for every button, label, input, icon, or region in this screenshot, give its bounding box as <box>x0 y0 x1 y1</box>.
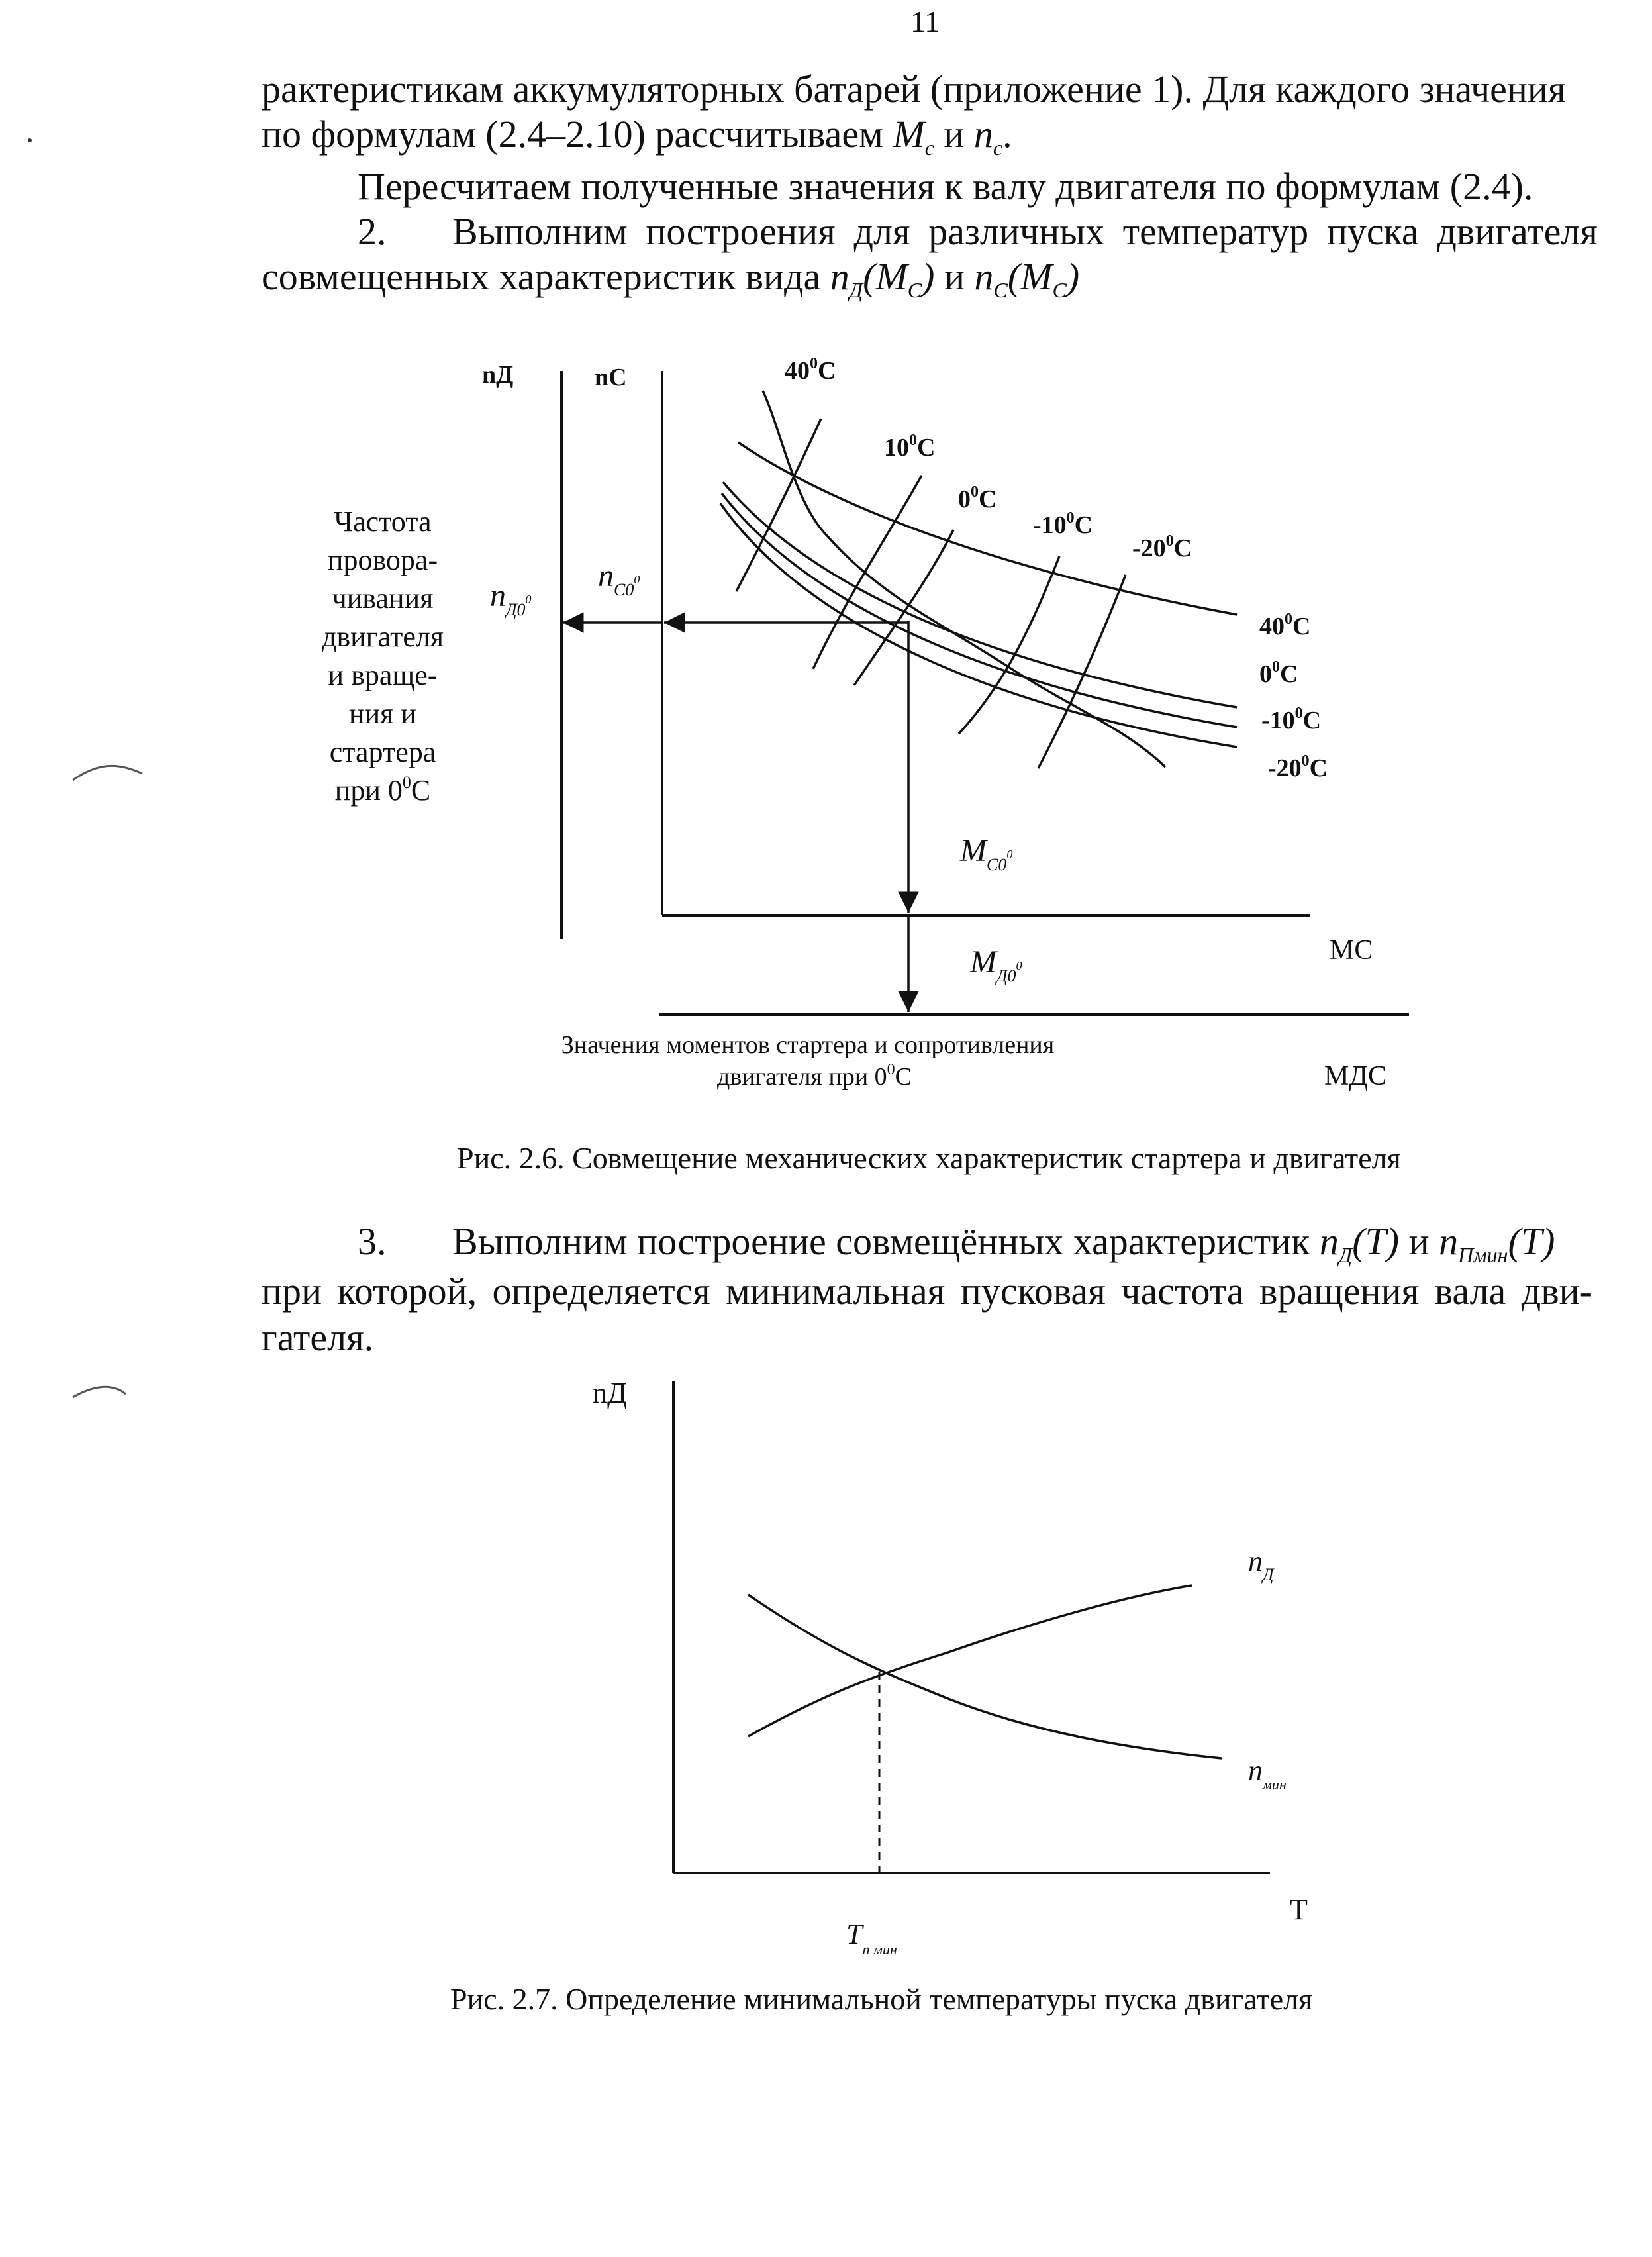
formula-nC-close: ) <box>1066 255 1080 298</box>
symbol-nc: n <box>973 113 993 156</box>
fig2-axis-x-label: T <box>1290 1893 1308 1926</box>
bottom-axis-description-2: двигателя при $0^0C$ <box>716 1061 912 1091</box>
formula3-nD: n <box>1319 1220 1339 1263</box>
scan-mark-1 <box>73 766 142 780</box>
formula3-nmin-arg: (T) <box>1508 1220 1555 1263</box>
scan-mark-2 <box>73 1387 126 1397</box>
formula-nC-arg: (M <box>1007 255 1053 298</box>
label-MD0: $M_{Д0}^0$ <box>970 944 1022 985</box>
bottom-axis-description-1: Значения моментов стартера и сопротивления <box>561 1031 1055 1059</box>
starter-curve-40 <box>763 391 1165 767</box>
engine-temp-0: $0^0C$ <box>1259 658 1298 688</box>
scan-dot <box>28 138 32 142</box>
formula-nD: n <box>830 255 850 298</box>
para1-text: по формулам (2.4–2.10) рассчитываем <box>262 113 883 156</box>
formula3-nD-arg: (T) <box>1352 1220 1400 1263</box>
engine-curve-40 <box>738 442 1237 615</box>
axis-nC-label: nC <box>595 364 627 391</box>
starter-temp-40: $40^0C$ <box>785 355 836 385</box>
symbol-Mc-sub: c <box>924 136 934 160</box>
left-label-line8: при $0^0C$ <box>334 773 431 807</box>
page-number: 11 <box>910 5 940 38</box>
engine-temp-40: $40^0C$ <box>1259 611 1311 640</box>
left-label-line4: двигателя <box>321 621 444 653</box>
item3-text: Выполним построение совмещённых характеристик <box>452 1220 1310 1263</box>
fig2-curve-nmin <box>748 1595 1222 1758</box>
formula3-nmin-sub: Пмин <box>1458 1243 1508 1267</box>
starter-temp-0: $0^0C$ <box>958 483 997 513</box>
fig2-curve-nD <box>748 1585 1192 1736</box>
formula3-nD-sub: Д <box>1338 1243 1353 1267</box>
para1-line1: рактеристикам аккумуляторных батарей (приложение 1). Для каждого значения <box>262 68 1566 111</box>
item2-text: совмещенных характеристик вида <box>262 255 821 298</box>
formula-nC-argsub: C <box>1052 278 1067 302</box>
fig2-label-nmin: $n_{мин}$ <box>1248 1754 1287 1793</box>
left-label-line2: провора- <box>327 544 438 576</box>
formula-nC: n <box>974 255 994 298</box>
item2-number: 2. <box>358 210 387 253</box>
figure-2-7-caption: Рис. 2.7. Определение минимальной температуры пуска двигателя <box>450 1982 1313 2016</box>
starter-temp-minus10: $-10^0C$ <box>1033 509 1093 539</box>
starter-curve-0 <box>854 530 953 685</box>
formula-nD-argsub: C <box>907 278 922 302</box>
starter-temp-minus20: $-20^0C$ <box>1132 532 1192 562</box>
axis-MC-label: MC <box>1330 935 1373 966</box>
item2-line1: Выполним построения для различных температур пуска двигателя <box>452 210 1598 253</box>
item3-number: 3. <box>358 1220 387 1263</box>
formula-nC-sub: C <box>993 278 1008 302</box>
para2: Пересчитаем полученные значения к валу двигателя по формулам (2.4). <box>358 165 1533 208</box>
item3-line3: гателя. <box>262 1316 374 1359</box>
engine-curve-0 <box>723 482 1237 707</box>
left-axis-description <box>322 505 444 807</box>
fig2-label-tmin: $T_{п мин}$ <box>846 1918 897 1958</box>
formula-nD-sub: Д <box>849 278 863 302</box>
starter-curve-minus20 <box>1038 575 1126 768</box>
starter-curve-40-steep <box>736 419 821 591</box>
conj-and-2: и <box>944 255 965 298</box>
symbol-Mc: M <box>893 113 925 156</box>
formula3-nmin: n <box>1439 1220 1459 1263</box>
engine-temp-minus10: $-10^0C$ <box>1261 705 1322 734</box>
period: . <box>1002 113 1012 156</box>
formula-nD-close: ) <box>922 255 935 298</box>
left-label-line3: чивания <box>332 582 434 615</box>
starter-temp-10: $10^0C$ <box>884 432 936 462</box>
item3-line2: при которой, определяется минимальная пусковая частота вращения вала дви- <box>262 1270 1592 1313</box>
conj-and: и <box>944 113 965 156</box>
figure-2-6-caption: Рис. 2.6. Совмещение механических характеристик стартера и двигателя <box>457 1141 1401 1175</box>
symbol-nc-sub: c <box>993 136 1003 160</box>
left-label-line5: и враще- <box>328 659 438 691</box>
axis-MDC-label: MДС <box>1324 1061 1387 1091</box>
left-label-line7: стартера <box>329 736 436 768</box>
label-nC0: $n_{C0}^0$ <box>598 558 640 599</box>
formula-nD-arg: (M <box>863 255 908 298</box>
axis-nD-label: nД <box>482 361 514 389</box>
fig2-axis-y-label: nД <box>593 1377 628 1409</box>
label-nD0: $n_{Д0}^0$ <box>490 578 532 619</box>
left-label-line6: ния и <box>349 697 416 730</box>
engine-temp-minus20: $-20^0C$ <box>1268 752 1328 782</box>
left-label-line1: Частота <box>334 505 432 538</box>
fig2-label-nD: $n_Д$ <box>1248 1545 1274 1584</box>
label-MC0: $M_{C0}^0$ <box>960 833 1013 874</box>
conj-and-3: и <box>1408 1220 1430 1263</box>
